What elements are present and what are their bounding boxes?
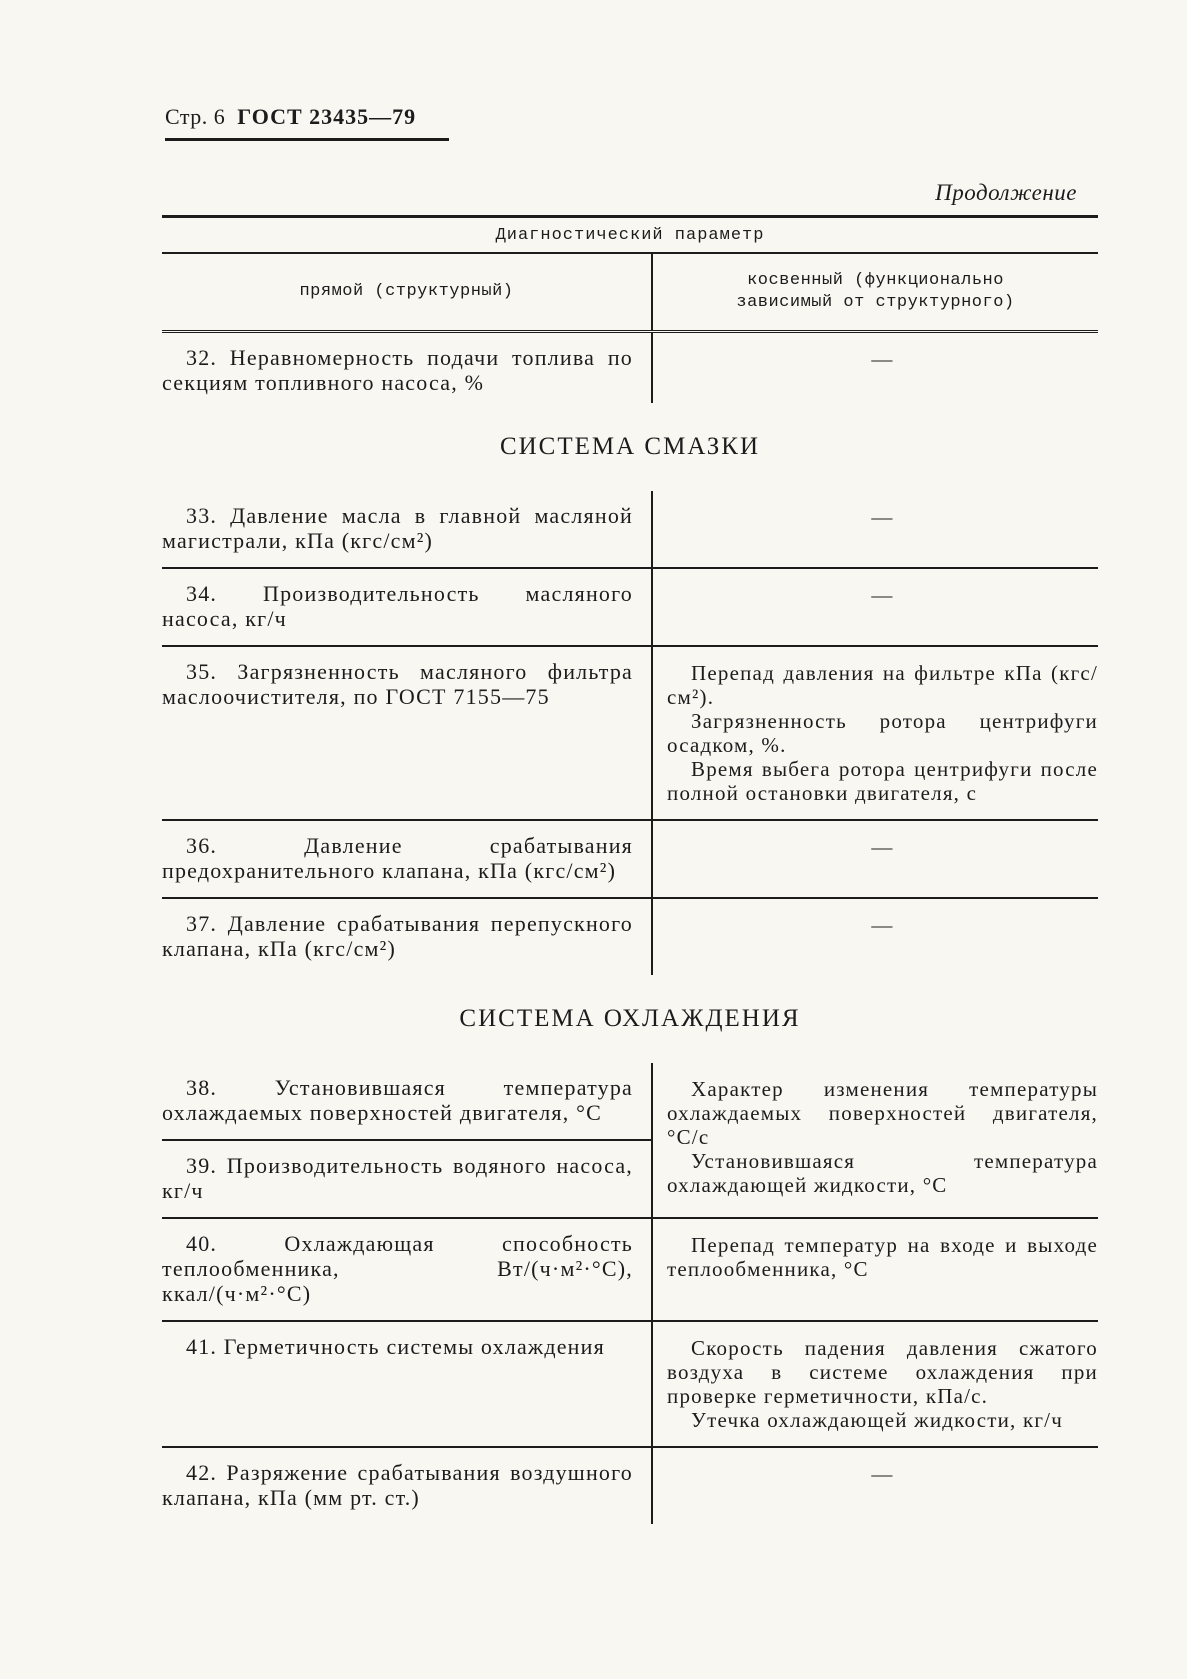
- param-35-indirect-1: Перепад давления на фильтре кПа (кгс/см²).: [667, 661, 1098, 709]
- table-row: [162, 332, 1098, 404]
- diagnostic-parameter-table: [162, 215, 1098, 1524]
- column-header-indirect: [652, 253, 1098, 332]
- table-row: [162, 1321, 1098, 1447]
- section-lubrication: СИСТЕМА СМАЗКИ: [499, 433, 761, 460]
- param-34-indirect: —: [871, 583, 894, 607]
- param-41-indirect-1: Скорость падения давления сжатого воздуха в системе охлаждения при проверке герметичности, кПа/с.: [667, 1336, 1098, 1408]
- param-36-direct: 36. Давление срабатывания предохранительного клапана, кПа (кгс/см²): [162, 833, 633, 883]
- column-header-direct: прямой (структурный): [162, 253, 652, 332]
- param-37-direct: 37. Давление срабатывания перепускного клапана, кПа (кгс/см²): [162, 911, 633, 961]
- param-40-indirect: Перепад температур на входе и выходе теплообменника, °C: [667, 1233, 1098, 1281]
- param-35-indirect-3: Время выбега ротора центрифуги после полной остановки двигателя, с: [667, 757, 1098, 805]
- param-41-direct: 41. Герметичность системы охлаждения: [186, 1334, 605, 1359]
- page-header: [165, 104, 449, 141]
- table-row: [162, 820, 1098, 898]
- param-38-direct: 38. Установившаяся температура охлаждаемых поверхностей двигателя, °C: [162, 1075, 633, 1125]
- param-36-indirect: —: [871, 835, 894, 859]
- param-38-39-indirect-2: Установившаяся температура охлаждающей жидкости, °C: [667, 1149, 1098, 1197]
- page-number: Стр. 6: [165, 104, 226, 129]
- param-42-indirect: —: [871, 1462, 894, 1486]
- param-35-indirect-2: Загрязненность ротора центрифуги осадком, %.: [667, 709, 1098, 757]
- table-row: [162, 568, 1098, 646]
- table-row: [162, 1218, 1098, 1321]
- param-39-direct: 39. Производительность водяного насоса, кг/ч: [162, 1153, 633, 1203]
- param-32-direct: 32. Неравномерность подачи топлива по секциям топливного насоса, %: [162, 345, 633, 395]
- section-heading-row: [162, 403, 1098, 491]
- param-33-direct: 33. Давление масла в главной масляной магистрали, кПа (кгс/см²): [162, 503, 633, 553]
- continuation-label: Продолжение: [935, 180, 1077, 205]
- column-header-indirect-line1: косвенный (функционально: [747, 271, 1004, 290]
- table-row: [162, 646, 1098, 820]
- param-40-direct: 40. Охлаждающая способность теплообменника, Вт/(ч·м²·°C), ккал/(ч·м²·°C): [162, 1231, 633, 1306]
- table-row: [162, 898, 1098, 975]
- section-cooling: СИСТЕМА ОХЛАЖДЕНИЯ: [459, 1005, 801, 1032]
- table-row: [162, 1063, 1098, 1140]
- param-42-direct: 42. Разряжение срабатывания воздушного клапана, кПа (мм рт. ст.): [162, 1460, 633, 1510]
- table-row: [162, 491, 1098, 568]
- standard-number: ГОСТ 23435—79: [237, 104, 417, 129]
- param-41-indirect-2: Утечка охлаждающей жидкости, кг/ч: [691, 1408, 1063, 1432]
- section-heading-row: [162, 975, 1098, 1063]
- table-row: [162, 1447, 1098, 1524]
- param-35-direct: 35. Загрязненность масляного фильтра маслоочистителя, по ГОСТ 7155—75: [162, 659, 633, 709]
- param-38-39-indirect-1: Характер изменения температуры охлаждаемых поверхностей двигателя, °C/c: [667, 1077, 1098, 1149]
- param-34-direct: 34. Производительность масляного насоса, кг/ч: [162, 581, 633, 631]
- column-header-indirect-line2: зависимый от структурного): [736, 293, 1015, 312]
- table-title: Диагностический параметр: [162, 217, 1098, 254]
- param-33-indirect: —: [871, 505, 894, 529]
- param-32-indirect: —: [871, 347, 894, 371]
- param-37-indirect: —: [871, 913, 894, 937]
